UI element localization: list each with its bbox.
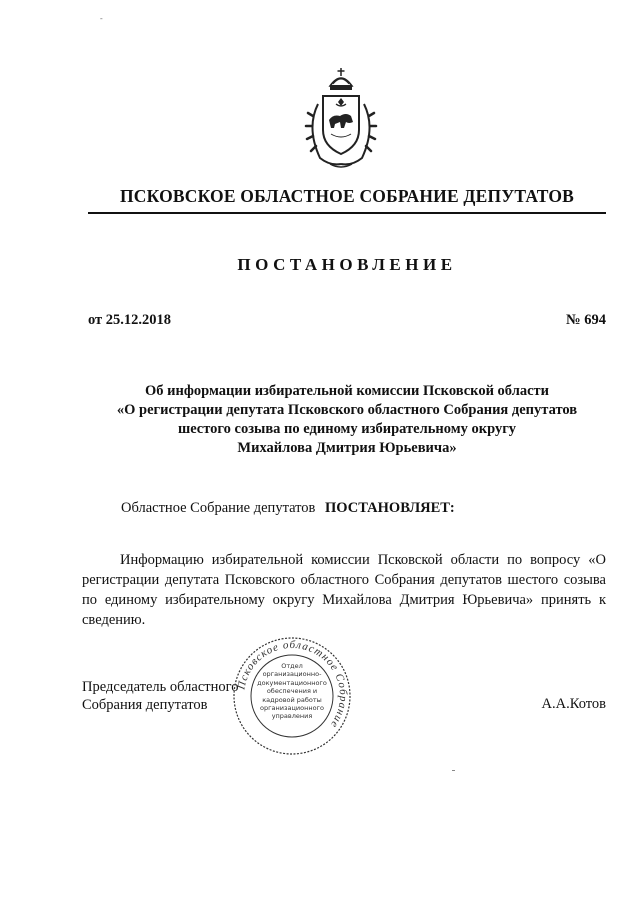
- stamp-line: Отдел: [281, 662, 303, 670]
- coat-of-arms-icon: [300, 64, 382, 172]
- title-divider: [88, 212, 606, 214]
- organization-title: ПСКОВСКОЕ ОБЛАСТНОЕ СОБРАНИЕ ДЕПУТАТОВ: [119, 186, 575, 206]
- scan-mark: -: [100, 14, 103, 23]
- stamp-line: обеспечения и: [266, 687, 318, 696]
- stamp-line: организационного: [260, 704, 324, 713]
- subject-line: Михайлова Дмитрия Юрьевича»: [237, 440, 457, 456]
- stamp-line: организационно-: [262, 670, 322, 679]
- subject-line: шестого созыва по единому избирательному округу: [177, 421, 517, 437]
- resolution-verb: ПОСТАНОВЛЯЕТ:: [325, 500, 455, 516]
- subject-line: Об информации избирательной комиссии Псковской области: [145, 383, 549, 399]
- subject-line: «О регистрации депутата Псковского областного Собрания депутатов: [116, 402, 578, 418]
- document-number: № 694: [566, 312, 606, 328]
- signatory-name: А.А.Котов: [541, 696, 606, 712]
- resolution-preamble: [121, 500, 455, 517]
- stamp-line: кадровой работы: [262, 695, 322, 704]
- stamp-line: управления: [271, 712, 313, 721]
- document-date: от 25.12.2018: [88, 312, 172, 328]
- signatory-position: [82, 678, 238, 714]
- document-subject: [88, 382, 606, 458]
- scan-mark: [452, 770, 455, 771]
- resolution-text: Информацию избирательной комиссии Псковской области по вопросу «О регистрации депутата Псковского областного Собрания депутатов шестого созыва по единому избирательному округу Михайлова Дмитрия Юрьевича» принять к сведению.: [82, 552, 606, 628]
- position-line: Собрания депутатов: [82, 697, 208, 713]
- document-type-heading: ПОСТАНОВЛЕНИЕ: [237, 255, 457, 274]
- preamble-text: Областное Собрание депутатов: [121, 500, 316, 516]
- stamp-ring-text: Псковское областное Собрание: [235, 638, 350, 731]
- stamp-line: документационного: [257, 678, 327, 687]
- position-line: Председатель областного: [82, 679, 239, 695]
- stamp-inner-text: [252, 662, 332, 721]
